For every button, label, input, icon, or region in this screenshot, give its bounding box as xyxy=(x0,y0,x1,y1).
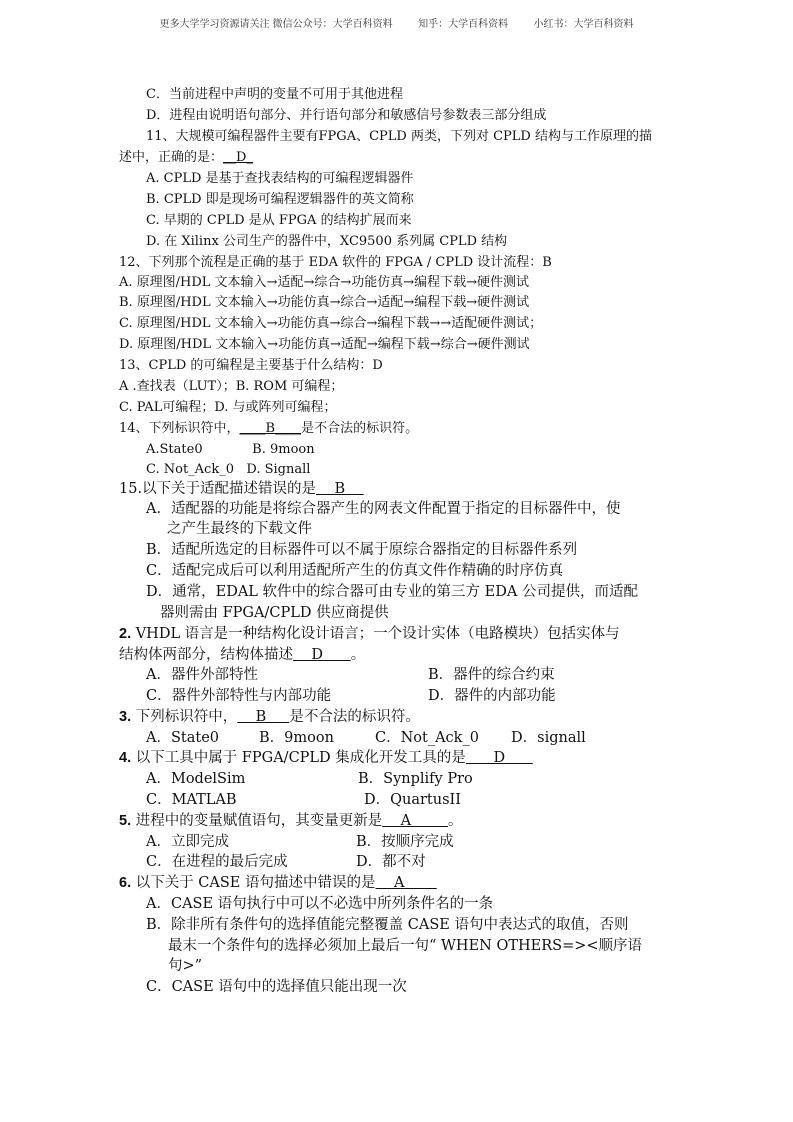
s2-option-d: D．器件的内部功能 xyxy=(428,688,556,704)
q13-options-cd: C. PAL可编程；D. 与或阵列可编程； xyxy=(119,400,337,415)
q13-options-ab: A .查找表（LUT）；B. ROM 可编程； xyxy=(119,379,344,394)
s3-stem-pre: 下列标识符中， xyxy=(135,709,238,725)
q10-option-d: D．进程由说明语句部分、并行语句部分和敏感信号参数表三部分组成 xyxy=(146,108,547,123)
q14-stem-pre: 14、下列标识符中， xyxy=(119,421,240,436)
s3-option-c: C．Not_Ack_0 xyxy=(375,730,479,746)
s3-answer: B xyxy=(237,709,290,725)
s5-stem-post: 。 xyxy=(447,813,463,829)
q15-option-c: C．适配完成后可以利用适配所产生的仿真文件作精确的时序仿真 xyxy=(146,563,564,579)
s2-number: 2. xyxy=(119,626,132,642)
q15-option-a-line2: 之产生最终的下载文件 xyxy=(167,521,312,537)
q12-option-d: D. 原理图/HDL 文本输入→功能仿真→适配→编程下载→综合→硬件测试 xyxy=(119,337,530,352)
s6-option-b-line2: 最末一个条件句的选择必须加上最后一句“ WHEN OTHERS=><顺序语 xyxy=(168,938,643,954)
s6-number: 6. xyxy=(119,875,132,891)
s5-number: 5. xyxy=(119,813,132,829)
q15-option-a-line1: A．适配器的功能是将综合器产生的网表文件配置于指定的目标器件中，使 xyxy=(146,501,621,517)
s5-option-c: C．在进程的最后完成 xyxy=(146,854,288,870)
s2-option-a: A．器件外部特性 xyxy=(146,667,258,683)
q15-answer: B xyxy=(316,481,364,497)
s5-answer: A xyxy=(382,813,448,829)
s2-stem-text: VHDL 语言是一种结构化设计语言；一个设计实体（电路模块）包括实体与 xyxy=(135,626,620,642)
s4-option-a: A．ModelSim xyxy=(146,771,246,787)
q11-stem-text: 述中，正确的是： xyxy=(119,150,224,165)
s4-option-b: B．Synplify Pro xyxy=(358,771,473,787)
s5-stem xyxy=(119,812,462,831)
s5-option-b: B．按顺序完成 xyxy=(356,834,454,850)
q12-option-b: B. 原理图/HDL 文本输入→功能仿真→综合→适配→编程下载→硬件测试 xyxy=(119,295,530,310)
q14-options-ab: A.State0 B. 9moon xyxy=(146,442,315,457)
s6-answer: A xyxy=(375,875,437,891)
page-header-banner: 更多大学学习资源请关注 微信公众号：大学百科资料 知乎：大学百科资料 小红书：大学百科资料 xyxy=(159,19,634,30)
s5-option-a: A．立即完成 xyxy=(146,834,229,850)
s6-option-b-line3: 句>” xyxy=(168,958,203,974)
q15-stem-pre: 15.以下关于适配描述错误的是 xyxy=(119,481,317,497)
q13-stem: 13、CPLD 的可编程是主要基于什么结构：D xyxy=(119,358,383,373)
s2-option-c: C．器件外部特性与内部功能 xyxy=(146,688,332,704)
s6-stem-pre: 以下关于 CASE 语句描述中错误的是 xyxy=(135,875,376,891)
q14-options-cd: C. Not_Ack_0 D. Signall xyxy=(146,462,311,477)
s4-option-c: C．MATLAB xyxy=(146,792,237,808)
q11-answer: __D_ xyxy=(223,150,253,165)
q12-option-a: A. 原理图/HDL 文本输入→适配→综合→功能仿真→编程下载→硬件测试 xyxy=(119,275,530,290)
s3-option-b: B．9moon xyxy=(259,730,334,746)
s3-stem xyxy=(119,708,420,727)
s2-stem-line2 xyxy=(119,646,365,665)
s3-number: 3. xyxy=(119,709,132,725)
q14-stem xyxy=(119,420,418,437)
q12-stem: 12、下列那个流程是正确的基于 EDA 软件的 FPGA / CPLD 设计流程：B xyxy=(119,255,552,270)
s4-stem xyxy=(119,749,533,768)
q11-stem-line1: 11、大规模可编程器件主要有FPGA、CPLD 两类，下列对 CPLD 结构与工作原理的描 xyxy=(146,129,652,144)
q15-stem xyxy=(119,480,364,499)
s6-option-a: A．CASE 语句执行中可以不必选中所列条件名的一条 xyxy=(146,896,494,912)
q10-option-c: C．当前进程中声明的变量不可用于其他进程 xyxy=(146,87,403,102)
s4-stem-pre: 以下工具中属于 FPGA/CPLD 集成化开发工具的是 xyxy=(135,750,466,766)
q15-option-d-line1: D．通常，EDAL 软件中的综合器可由专业的第三方 EDA 公司提供，而适配 xyxy=(146,584,638,600)
s6-option-b-line1: B．除非所有条件句的选择值能完整覆盖 CASE 语句中表达式的取值，否则 xyxy=(146,917,629,933)
s3-stem-post: 是不合法的标识符。 xyxy=(289,709,420,725)
s2-stem-line1 xyxy=(119,625,620,644)
s6-option-c: C．CASE 语句中的选择值只能出现一次 xyxy=(146,979,407,995)
s2-answer: D xyxy=(293,647,351,663)
s3-option-d: D．signall xyxy=(511,730,586,746)
q11-option-d: D. 在 Xilinx 公司生产的器件中，XC9500 系列属 CPLD 结构 xyxy=(146,234,508,249)
q14-stem-post: 是不合法的标识符。 xyxy=(301,421,419,436)
q11-option-c: C. 早期的 CPLD 是从 FPGA 的结构扩展而来 xyxy=(146,213,412,228)
q11-option-b: B. CPLD 即是现场可编程逻辑器件的英文简称 xyxy=(146,192,414,207)
q15-option-b: B．适配所选定的目标器件可以不属于原综合器指定的目标器件系列 xyxy=(146,542,578,558)
s4-answer: D xyxy=(465,750,533,766)
q14-answer: ____B____ xyxy=(239,421,302,436)
q15-option-d-line2: 器则需由 FPGA/CPLD 供应商提供 xyxy=(160,605,389,621)
q12-option-c: C. 原理图/HDL 文本输入→功能仿真→综合→编程下载→→适配硬件测试； xyxy=(119,316,543,331)
s4-option-d: D．QuartusII xyxy=(364,792,461,808)
s2-option-b: B．器件的综合约束 xyxy=(428,667,555,683)
q11-stem-line2 xyxy=(119,149,253,166)
s5-stem-pre: 进程中的变量赋值语句，其变量更新是 xyxy=(135,813,383,829)
s5-option-d: D．都不对 xyxy=(356,854,426,870)
s6-stem xyxy=(119,874,437,893)
s2-stem-post: 。 xyxy=(350,647,366,663)
s4-number: 4. xyxy=(119,750,132,766)
q11-option-a: A. CPLD 是基于查找表结构的可编程逻辑器件 xyxy=(146,171,414,186)
s2-stem-pre: 结构体两部分，结构体描述 xyxy=(119,647,293,663)
s3-option-a: A．State0 xyxy=(146,730,220,746)
